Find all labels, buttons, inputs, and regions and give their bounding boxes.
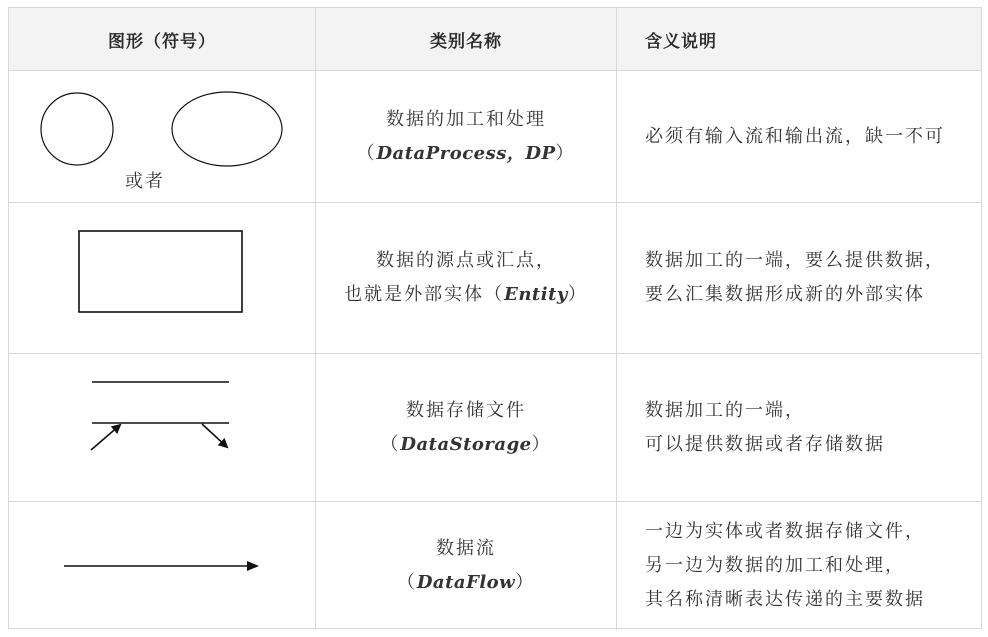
entity-name-english: Entity: [504, 284, 568, 305]
entity-desc-line2: 要么汇集数据形成新的外部实体: [645, 284, 925, 305]
datastore-out-arrow: [202, 424, 227, 447]
datastore-desc-line1: 数据加工的一端，: [645, 399, 805, 421]
datastore-desc-line2: 可以提供数据或者存储数据: [645, 433, 885, 455]
process-name-line1: 数据的加工和处理: [386, 108, 546, 130]
process-name-line2: [356, 137, 575, 171]
table-row-entity: [9, 203, 981, 354]
process-ellipse-shape: [172, 92, 282, 166]
entity-close-paren: ）: [567, 284, 588, 305]
datastore-close-paren: ）: [531, 433, 552, 455]
category-cell-entity: [316, 203, 617, 353]
entity-name-line1: 数据的源点或汇点，: [376, 250, 556, 271]
datastore-name-english: DataStorage: [400, 433, 532, 455]
datastore-open-paren: （: [380, 433, 401, 455]
dataflow-desc-line1: 一边为实体或者数据存储文件，: [645, 521, 925, 542]
dataflow-close-paren: ）: [515, 572, 536, 593]
symbol-cell-entity: [9, 203, 316, 353]
dataflow-desc-line2: 另一边为数据的加工和处理，: [645, 555, 905, 576]
category-cell-datastore: [316, 354, 617, 501]
entity-name-prefix: 也就是外部实体（: [344, 284, 505, 305]
header-cell-meaning: [617, 8, 983, 70]
header-meaning-label: 含义说明: [645, 31, 717, 52]
dataflow-name-line1: 数据流: [436, 538, 496, 559]
dataflow-open-paren: （: [396, 572, 417, 593]
process-circle-shape: [41, 93, 113, 165]
process-close-paren: ）: [555, 142, 576, 164]
table-row-process: [9, 71, 981, 203]
entity-rectangle-shape: [79, 231, 242, 312]
header-cell-category: [316, 8, 617, 70]
dataflow-desc-line3: 其名称清晰表达传递的主要数据: [645, 589, 925, 610]
symbol-cell-datastore: [9, 354, 316, 501]
dataflow-symbol-graphic: [9, 502, 316, 630]
datastore-name-line2: [380, 428, 551, 462]
datastore-in-arrow: [91, 425, 120, 450]
process-symbol-caption: 或者: [125, 171, 165, 192]
header-category-label: 类别名称: [430, 31, 502, 52]
symbol-cell-process: [9, 71, 316, 202]
category-cell-process: [316, 71, 617, 202]
symbol-cell-dataflow: [9, 502, 316, 630]
meaning-cell-datastore: [617, 354, 983, 501]
dfd-symbol-table: [8, 7, 982, 629]
table-header-row: [9, 8, 981, 71]
entity-name-line2: [344, 278, 588, 312]
process-open-paren: （: [356, 142, 377, 164]
category-cell-dataflow: [316, 502, 617, 630]
table-row-dataflow: [9, 502, 981, 630]
datastore-name-line1: 数据存储文件: [406, 399, 526, 421]
meaning-cell-entity: [617, 203, 983, 353]
entity-desc-line1: 数据加工的一端，要么提供数据，: [645, 250, 945, 271]
meaning-cell-dataflow: [617, 502, 983, 630]
table-row-datastore: [9, 354, 981, 502]
header-cell-symbol: [9, 8, 316, 70]
dataflow-name-english: DataFlow: [416, 572, 516, 593]
entity-symbol-graphic: [9, 203, 316, 353]
datastore-symbol-graphic: [9, 354, 316, 501]
process-desc-line1: 必须有输入流和输出流，缺一不可: [645, 125, 945, 147]
dataflow-name-line2: [397, 566, 535, 600]
process-name-english: DataProcess，DP: [376, 142, 556, 164]
meaning-cell-process: [617, 71, 983, 202]
header-symbol-label: 图形（符号）: [108, 31, 216, 52]
